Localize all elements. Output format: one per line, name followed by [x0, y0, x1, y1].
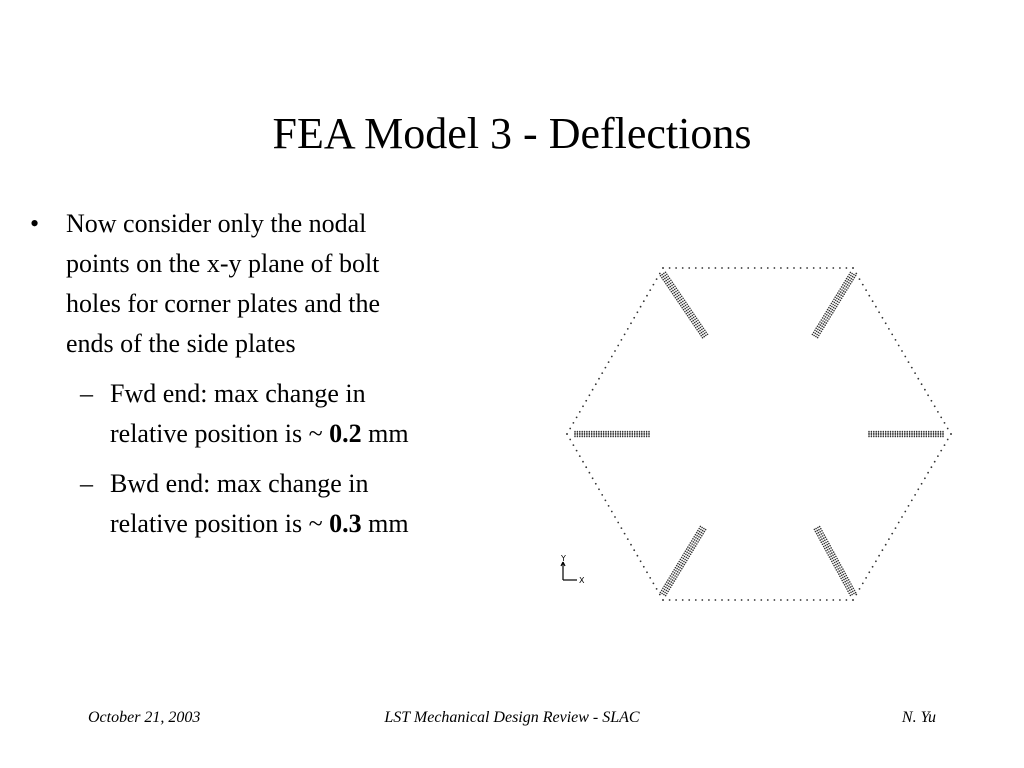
- bullet-line-1: Now consider only the nodal: [66, 209, 367, 238]
- bullet-item-main: [30, 204, 520, 364]
- sub-bullet-marker: –: [80, 379, 93, 408]
- slide-title: FEA Model 3 - Deflections: [272, 109, 752, 158]
- sub-bullet-fwd-line-1: Fwd end: max change in: [110, 379, 366, 408]
- sub-bullet-fwd-line-2: [110, 414, 520, 454]
- footer-author: N. Yu: [901, 709, 936, 726]
- axis-x-label: X: [579, 576, 585, 585]
- footer-title: LST Mechanical Design Review - SLAC: [384, 709, 640, 726]
- nodal-points: [566, 267, 952, 601]
- footer-date: October 21, 2003: [88, 709, 201, 726]
- sub-bullet-fwd: [30, 374, 520, 454]
- sub-bullet-marker: –: [80, 469, 93, 498]
- fea-nodal-points-plot: [553, 252, 963, 614]
- sub-bullet-bwd: [30, 464, 520, 544]
- sub-bullet-fwd-prefix: relative position is ~: [110, 419, 330, 448]
- sub-bullet-bwd-line-1: Bwd end: max change in: [110, 469, 369, 498]
- bullet-list: [30, 204, 520, 544]
- axis-triad: [561, 562, 577, 580]
- axis-y-label: Y: [561, 554, 566, 563]
- sub-bullet-bwd-line-2: [110, 504, 520, 544]
- bwd-deflection-value: 0.3: [329, 509, 362, 538]
- bullet-line-4: ends of the side plates: [66, 329, 296, 358]
- sub-bullet-bwd-prefix: relative position is ~: [110, 509, 330, 538]
- bwd-deflection-unit: mm: [361, 509, 409, 538]
- bullet-line-3: holes for corner plates and the: [66, 289, 381, 318]
- bullet-marker: •: [30, 209, 40, 238]
- fwd-deflection-unit: mm: [361, 419, 409, 448]
- fwd-deflection-value: 0.2: [329, 419, 362, 448]
- bullet-line-2: points on the x-y plane of bolt: [66, 249, 380, 278]
